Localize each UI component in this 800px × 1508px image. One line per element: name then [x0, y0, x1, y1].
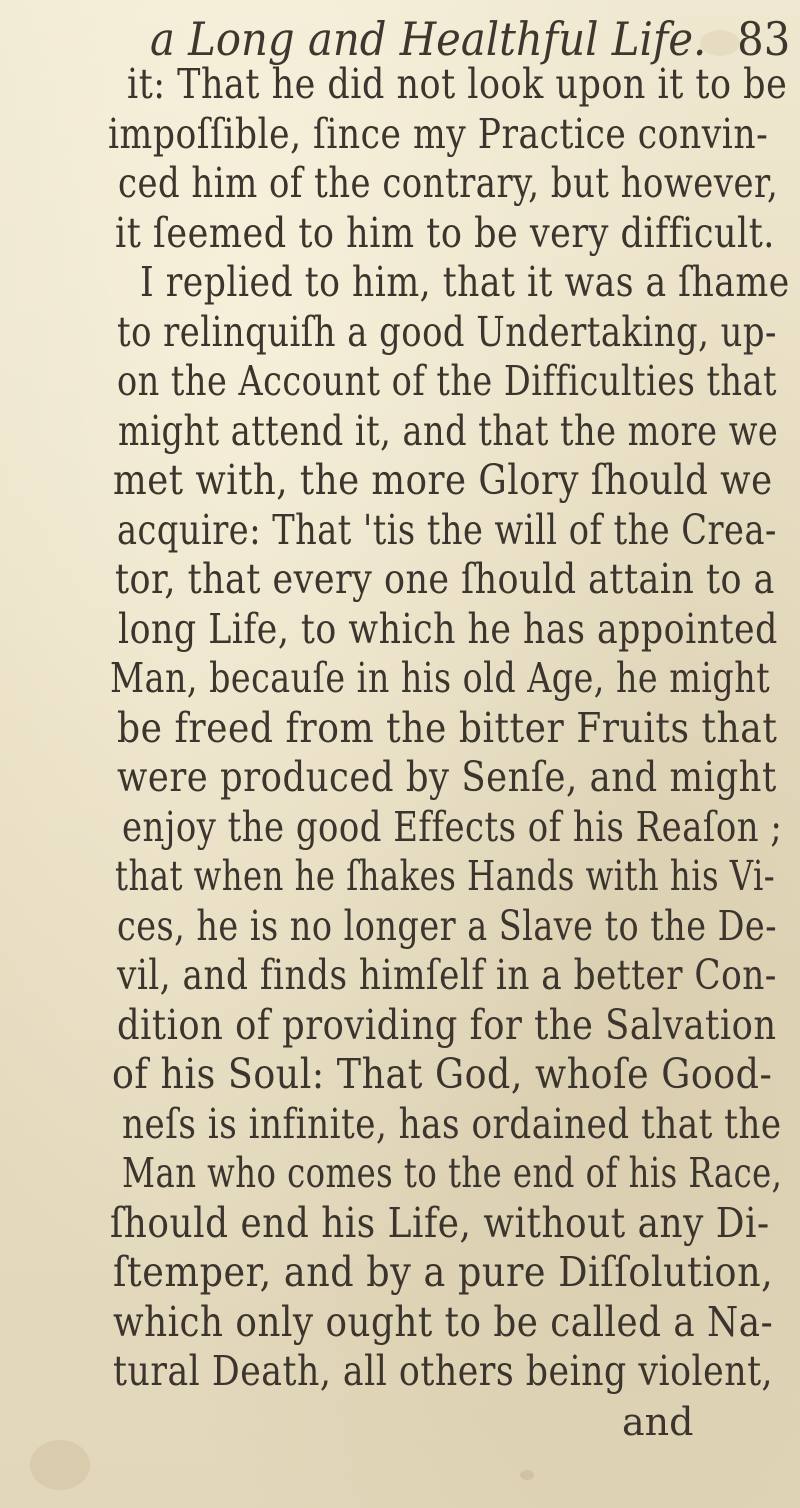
text-line: to relinquiſh a good Undertaking, up- — [117, 307, 777, 356]
text-line: might attend it, and that the more we — [118, 406, 779, 455]
catchword: and — [622, 1400, 694, 1444]
text-line: dition of providing for the Salvation — [117, 1000, 777, 1049]
text-line: were produced by Senſe, and might — [117, 753, 777, 801]
text-line: ſhould end his Life, without any Di- — [110, 1198, 770, 1247]
text-line: Man who comes to the end of his Race, — [122, 1149, 783, 1197]
text-line: neſs is infinite, has ordained that the — [122, 1099, 782, 1148]
text-line: Man, becauſe in his old Age, he might — [110, 654, 771, 702]
text-line: I replied to him, that it was a ſhame — [140, 258, 790, 306]
text-line: vil, and finds himſelf in a better Con- — [117, 951, 777, 999]
text-line: acquire: That 'tis the will of the Crea- — [117, 505, 777, 554]
text-line: ces, he is no longer a Slave to the De- — [117, 901, 778, 950]
text-line: ced him of the contrary, but however, — [118, 159, 779, 207]
text-line: of his Soul: That God, whoſe Good- — [112, 1050, 773, 1098]
text-line: long Life, to which he has appointed — [118, 604, 778, 653]
text-line: tor, that every one ſhould attain to a — [115, 555, 775, 603]
text-line: on the Account of the Difficulties that — [117, 357, 777, 405]
text-line: tural Death, all others being violent, — [113, 1347, 774, 1395]
foxing-spot — [520, 1470, 534, 1480]
text-line: that when he ſhakes Hands with his Vi- — [115, 852, 776, 900]
running-head-title: a Long and Healthful Life. — [150, 12, 707, 66]
text-line: enjoy the good Effects of his Reaſon ; — [122, 802, 783, 851]
text-line: met with, the more Glory ſhould we — [113, 456, 773, 504]
text-line: it ſeemed to him to be very difficult. — [115, 208, 775, 257]
page-number: 83 — [737, 12, 791, 66]
text-line: ſtemper, and by a pure Diſſolution, — [113, 1248, 774, 1296]
text-line: be freed from the bitter Fruits that — [117, 703, 778, 752]
foxing-spot — [30, 1440, 90, 1490]
text-line: impoſſible, ſince my Practice convin- — [108, 109, 769, 158]
text-line: it: That he did not look upon it to be — [127, 60, 788, 108]
text-line: which only ought to be called a Na- — [113, 1297, 774, 1346]
